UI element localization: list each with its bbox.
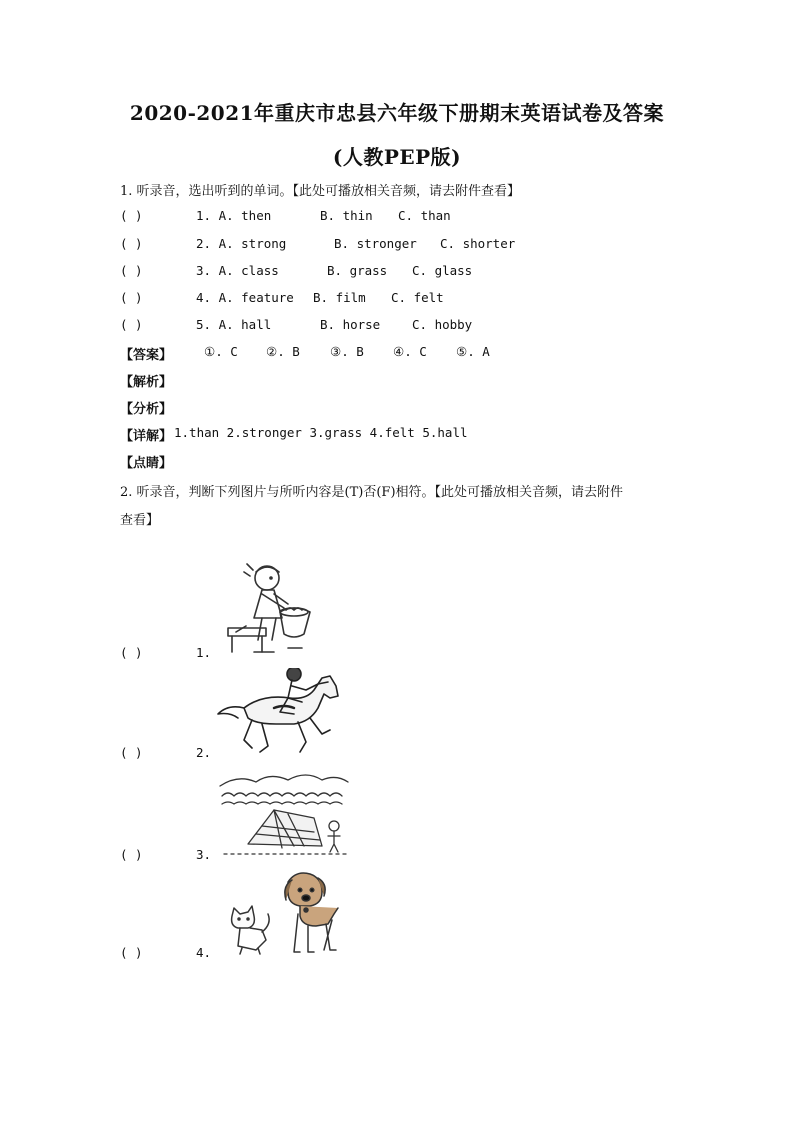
title-line-1: 2020-2021年重庆市忠县六年级下册期末英语试卷及答案 <box>129 101 665 125</box>
answer-blank[interactable]: ( ) <box>120 745 143 760</box>
answer-label: 【答案】 <box>120 348 173 363</box>
answer-blank[interactable]: ( ) <box>120 645 143 660</box>
answer-5: ⑤. A <box>456 344 490 359</box>
answer-blank[interactable]: ( ) <box>120 317 143 332</box>
girl-washing-clothes-icon <box>222 560 314 658</box>
option-a: 2. A. strong <box>196 236 287 251</box>
answer-4: ④. C <box>393 344 427 359</box>
detail-row <box>120 425 620 443</box>
option-b: B. stronger <box>334 236 417 251</box>
q1-item-3 <box>120 263 620 281</box>
q2-item-1 <box>120 645 240 663</box>
analysis-label: 【解析】 <box>120 375 173 390</box>
answer-blank[interactable]: ( ) <box>120 236 143 251</box>
q1-item-2 <box>120 236 620 254</box>
answer-blank[interactable]: ( ) <box>120 290 143 305</box>
detail-label: 【详解】 <box>120 429 173 444</box>
option-c: C. shorter <box>440 236 516 251</box>
q1-item-1 <box>120 208 620 226</box>
q2-prompt-line-2: 查看】 <box>120 513 160 528</box>
q2-prompt-line-1: 2. 听录音，判断下列图片与所听内容是(T)否(F)相符。【此处可播放相关音频，请去附件 <box>120 485 624 500</box>
answer-blank[interactable]: ( ) <box>120 945 143 960</box>
option-a: 1. A. then <box>196 208 272 223</box>
q2-item-2 <box>120 745 240 763</box>
answer-row <box>120 344 620 362</box>
option-b: B. grass <box>327 263 388 278</box>
answer-2: ②. B <box>266 344 300 359</box>
option-c: C. glass <box>412 263 473 278</box>
option-b: B. horse <box>320 317 381 332</box>
item-number: 4. <box>196 945 212 960</box>
q1-item-5 <box>120 317 620 335</box>
detail-text: 1.than 2.stronger 3.grass 4.felt 5.hall <box>174 425 468 440</box>
q2-item-4 <box>120 945 240 963</box>
option-c: C. than <box>398 208 451 223</box>
option-a: 5. A. hall <box>196 317 272 332</box>
option-a: 3. A. class <box>196 263 279 278</box>
cat-and-dog-icon <box>226 870 340 960</box>
answer-1: ①. C <box>204 344 238 359</box>
dog-icon <box>285 873 338 952</box>
option-c: C. hobby <box>412 317 473 332</box>
answer-blank[interactable]: ( ) <box>120 208 143 223</box>
answer-blank[interactable]: ( ) <box>120 263 143 278</box>
q1-item-4 <box>120 290 620 308</box>
option-b: B. thin <box>320 208 373 223</box>
item-number: 2. <box>196 745 212 760</box>
option-b: B. film <box>313 290 366 305</box>
answer-blank[interactable]: ( ) <box>120 847 143 862</box>
option-a: 4. A. feature <box>196 290 294 305</box>
dianjing-label: 【点睛】 <box>120 456 173 471</box>
q2-item-3 <box>120 847 240 865</box>
item-number: 3. <box>196 847 212 862</box>
item-number: 1. <box>196 645 212 660</box>
fenxi-label: 【分析】 <box>120 402 173 417</box>
option-c: C. felt <box>391 290 444 305</box>
answer-3: ③. B <box>330 344 364 359</box>
q1-prompt: 1. 听录音，选出听到的单词。【此处可播放相关音频，请去附件查看】 <box>120 184 521 199</box>
title-line-2: (人教PEP版) <box>332 145 462 169</box>
